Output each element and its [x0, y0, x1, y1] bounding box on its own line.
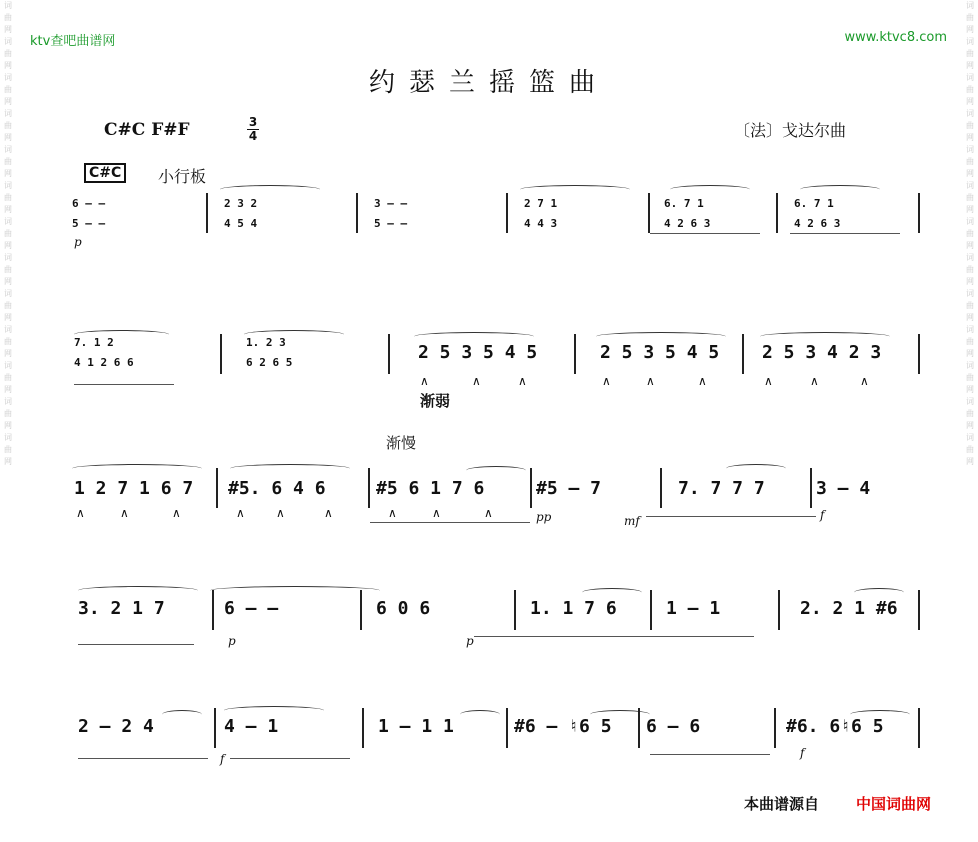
dynamic-f-3: f: [800, 746, 805, 760]
staff-system-2: 7. 1 2 4 1 2 6 6 1. 2 3 6 2 6 5 2 5 3 5 4 5 2 5 3 5 4 5 2 5 3 4 2 3 ∧ ∧ ∧ ∧ ∧ ∧ ∧ ∧ ∧ 渐弱: [70, 330, 922, 410]
expression-ritardando: 渐慢: [386, 434, 417, 452]
measure-22: 1 – 1: [666, 598, 721, 619]
measure-16: 7. 7 7 7: [678, 478, 765, 499]
dynamic-p-3: p: [466, 634, 474, 648]
measure-5-lower: 4 2 6 3: [664, 217, 711, 230]
measure-20: 6 0 6: [376, 598, 431, 619]
measure-5-upper: 6. 7 1: [664, 197, 704, 210]
measure-6-lower: 4 2 6 3: [794, 217, 841, 230]
measure-18: 3. 2 1 7: [78, 598, 165, 619]
page-title: 约瑟兰摇篮曲: [368, 68, 609, 98]
dynamic-mf: mf: [624, 514, 640, 528]
footer-source-brand[interactable]: 中国词曲网: [856, 795, 932, 813]
composer-credit: 〔法〕戈达尔曲: [734, 121, 847, 140]
measure-8-upper: 1. 2 3: [246, 336, 286, 349]
measure-3-lower: 5 – –: [374, 217, 408, 230]
measure-19: 6 – –: [224, 598, 279, 619]
measure-14: #5 6 1 7 6: [376, 478, 485, 499]
measure-4-lower: 4 4 3: [524, 217, 558, 230]
measure-2-lower: 4 5 4: [224, 217, 258, 230]
measure-11: 2 5 3 4 2 3: [762, 342, 882, 363]
footer-source-label: 本曲谱源自: [744, 795, 820, 813]
time-signature-bottom: 4: [248, 129, 258, 143]
staff-system-5: [70, 706, 922, 778]
measure-8-lower: 6 2 6 5: [246, 356, 293, 369]
measure-17: 3 – 4: [816, 478, 871, 499]
measure-24: 2 – 2 4: [78, 716, 154, 737]
header-site-url[interactable]: www.ktvc8.com: [844, 30, 947, 45]
measure-21: 1. 1 7 6: [530, 598, 617, 619]
tempo-marking: 小行板: [158, 167, 207, 186]
measure-15: #5 – 7: [536, 478, 602, 499]
measure-13: #5. 6 4 6: [228, 478, 326, 499]
measure-4-upper: 2 7 1: [524, 197, 558, 210]
measure-10: 2 5 3 5 4 5: [600, 342, 720, 363]
side-watermark-left: 词曲网词曲网词曲网词曲网词曲网词曲网词曲网词曲网词曲网词曲网词曲网词曲网词曲网: [4, 1, 12, 466]
section-key-box: C#C: [84, 163, 126, 183]
measure-25: 4 – 1: [224, 716, 279, 737]
measure-27: #6 – ♮6 5: [514, 716, 612, 737]
measure-1-upper: 6 – –: [72, 197, 106, 210]
dynamic-p-2: p: [228, 634, 236, 648]
staff-system-3: 1 2 7 1 6 7 #5. 6 4 6 #5 6 1 7 6 #5 – 7 7. 7 7 7 3 – 4 ∧ ∧ ∧ ∧ ∧ ∧ ∧ ∧ ∧ pp mf f: [70, 462, 922, 532]
measure-1-lower: 5 – –: [72, 217, 106, 230]
side-watermark-right: 词曲网词曲网词曲网词曲网词曲网词曲网词曲网词曲网词曲网词曲网词曲网词曲网词曲网: [966, 1, 974, 466]
time-signature-top: 3: [248, 115, 258, 129]
dynamic-p: p: [74, 235, 82, 249]
measure-7-upper: 7. 1 2: [74, 336, 114, 349]
measure-2-upper: 2 3 2: [224, 197, 258, 210]
key-signature: C#C F#F: [104, 120, 190, 140]
measure-12: 1 2 7 1 6 7: [74, 478, 194, 499]
measure-28: 6 – 6: [646, 716, 701, 737]
header-site-left[interactable]: ktv查吧曲谱网: [30, 34, 116, 49]
dynamic-pp: pp: [536, 510, 552, 524]
time-signature: [246, 116, 260, 143]
measure-29: #6. 6♮6 5: [786, 716, 884, 737]
measure-7-lower: 4 1 2 6 6: [74, 356, 134, 369]
measure-6-upper: 6. 7 1: [794, 197, 834, 210]
expression-diminuendo: 渐弱: [420, 392, 451, 410]
measure-9: 2 5 3 5 4 5: [418, 342, 538, 363]
dynamic-f-2: f: [220, 752, 225, 766]
dynamic-f: f: [820, 508, 825, 522]
measure-3-upper: 3 – –: [374, 197, 408, 210]
measure-26: 1 – 1 1: [378, 716, 454, 737]
staff-system-1: [70, 185, 922, 249]
measure-23: 2. 2 1 #6: [800, 598, 898, 619]
staff-system-4: [70, 586, 922, 658]
